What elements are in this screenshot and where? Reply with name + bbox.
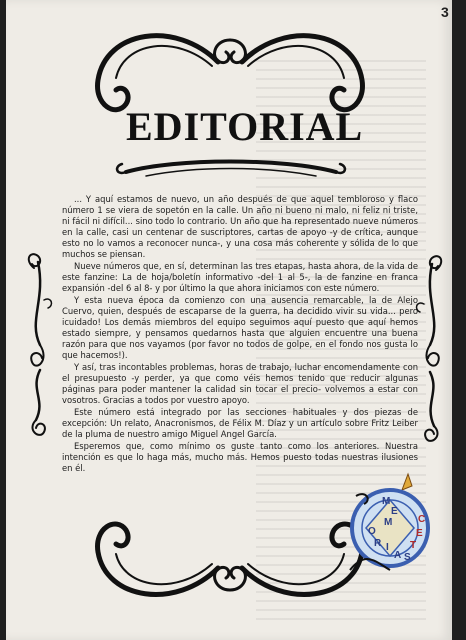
paragraph: ... Y aquí estamos de nuevo, un año después de que aquel tembloroso y flaco número 1 se viera de sopetón en la calle. Un año ni bueno ni malo, ni feliz ni triste, ni fácil ni difícil... sino todo lo contrario. Un año que ha representado nueve números en la calle, casi un centenar de suscriptores, cartas de apoyo -y de crítica, aunque esto no lo vamos a reconocer nunca-, y una cosa más coherente y sólida de lo que muchos se piensan. [62,194,418,259]
stamp-letter: M [384,517,393,528]
stamp-letter: M [382,496,391,507]
page-number: 3 [441,4,449,20]
memorias-stamp-logo [346,470,436,576]
stamp-letter: E [416,528,423,539]
paragraph: Este número está integrado por las secciones habituales y dos piezas de excepción: Un relato, Anacronismos, de Félix M. Díaz y un artículo sobre Fritz Leiber de la pluma de nuestro amigo Miguel Angel García. [62,407,418,440]
magazine-page [6,0,452,640]
paragraph: Esperemos que, como mínimo os guste tanto como los anteriores. Nuestra intención es que lo haga más, mucho más. Hemos puesto todas nuestras ilusiones en él. [62,441,418,474]
stamp-letter: S [404,552,411,563]
stamp-letter: I [386,542,389,553]
stamp-letter: R [374,538,382,549]
heading-text: EDITORIAL [126,104,364,149]
stamp-letter: A [394,550,402,561]
paragraph: Y así, tras incontables problemas, horas de trabajo, luchar encomendamente con el presupuesto -y perder, ya que como véis hemos tenido que reducir algunas páginas para poder mantener la calidad sin tocar el precio- volvemos a estar con vosotros. Gracias a todos por vuestro apoyo. [62,362,418,405]
stamp-letter: C [418,514,426,525]
stamp-letter: E [391,506,398,517]
paragraph: Nueve números que, en sí, determinan las tres etapas, hasta ahora, de la vida de este fanzine: La de hoja/boletín informativo -del 1 al 5-, la de fanzine en franca expansión -del 6 al 8- y por último la que ahora iniciamos con este número. [62,260,418,293]
paragraph: Y esta nueva época da comienzo con una ausencia remarcable, la de Alejo Cuervo, quien, después de escaparse de la guerra, ha decidido vivir su vida... pero icuidado! Los demás miembros del equipo seguimos aquí puesto que aquí hemos estado siempre, y pensamos quedarnos hasta que alguien encuentre una buena razón para que nos vayamos (por favor no todos de golpe, en el fondo nos gusta lo que hacemos!). [62,295,418,360]
stamp-letter: T [410,540,417,551]
stamp-letter: O [368,526,376,537]
